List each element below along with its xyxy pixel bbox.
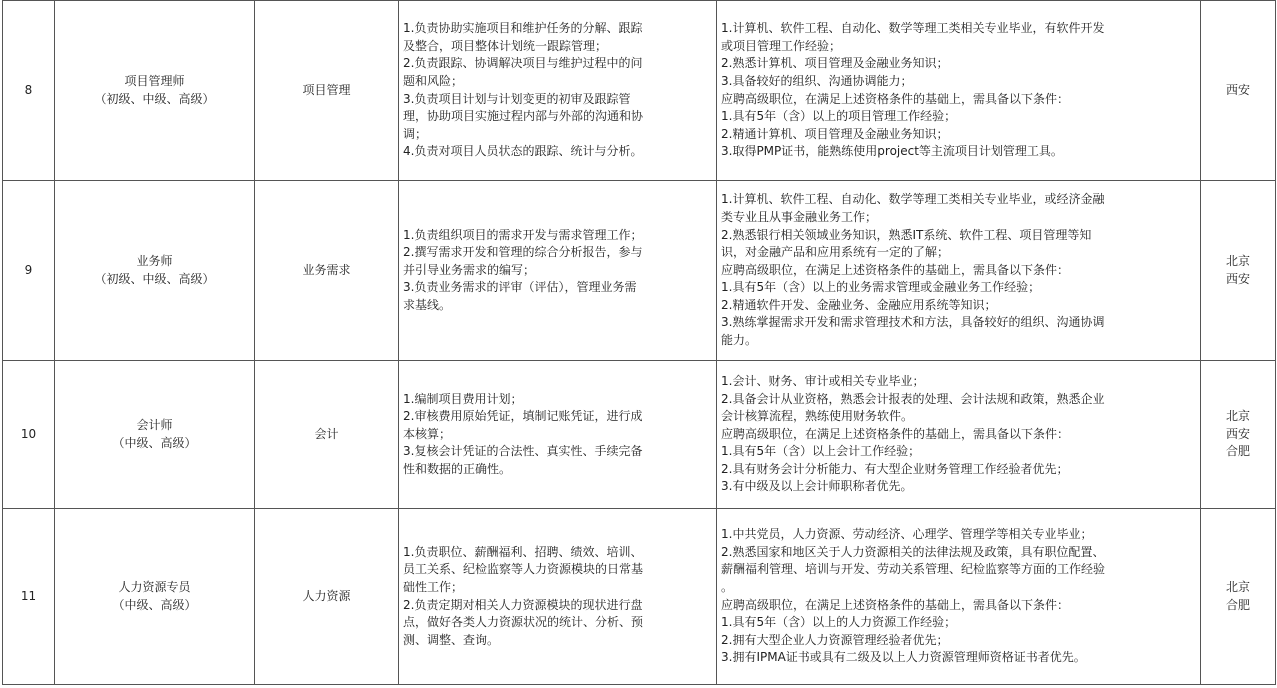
requirement-line: 类专业且从事金融业务工作； bbox=[721, 209, 878, 224]
requirements-cell bbox=[717, 361, 1201, 509]
requirement-line: 1.中共党员，人力资源、劳动经济、心理学、管理学等相关专业毕业； bbox=[721, 527, 1093, 542]
position-category: 业务需求 bbox=[255, 181, 399, 361]
duty-line: 本核算； bbox=[403, 426, 452, 441]
requirement-line: 3.具备较好的组织、沟通协调能力； bbox=[721, 73, 913, 88]
requirement-line: 3.取得PMP证书，能熟练使用project等主流项目计划管理工具。 bbox=[721, 144, 1063, 159]
duty-line: 测、调整、查询。 bbox=[403, 632, 500, 647]
position-name: 业务师 bbox=[136, 253, 173, 268]
position-level: （初级、中级、高级） bbox=[94, 91, 215, 106]
duty-line: 调； bbox=[403, 126, 428, 141]
duty-line: 1.负责组织项目的需求开发与需求管理工作； bbox=[403, 227, 643, 242]
location: 西安 bbox=[1225, 82, 1250, 97]
requirement-line: 2.熟悉计算机、项目管理及金融业务知识； bbox=[721, 56, 949, 71]
duty-line: 3.负责业务需求的评审（评估），管理业务需 bbox=[403, 280, 637, 295]
requirement-line: 应聘高级职位，在满足上述资格条件的基础上，需具备以下条件： bbox=[721, 91, 1070, 106]
duty-line: 4.负责对项目人员状态的跟踪、统计与分析。 bbox=[403, 144, 643, 159]
requirement-line: 1.具有5年（含）以上的人力资源工作经验； bbox=[721, 615, 957, 630]
duty-line: 题和风险； bbox=[403, 73, 464, 88]
requirement-line: 2.拥有大型企业人力资源管理经验者优先； bbox=[721, 632, 949, 647]
row-number: 8 bbox=[3, 1, 55, 181]
position-title bbox=[55, 509, 255, 685]
duty-line: 员工关系、纪检监察等人力资源模块的日常基 bbox=[403, 562, 644, 577]
requirement-line: 1.具有5年（含）以上的业务需求管理或金融业务工作经验； bbox=[721, 280, 1041, 295]
duty-line: 1.负责职位、薪酬福利、招聘、绩效、培训、 bbox=[403, 544, 643, 559]
position-level: （中级、高级） bbox=[112, 597, 197, 612]
position-category: 会计 bbox=[255, 361, 399, 509]
requirement-line: 应聘高级职位，在满足上述资格条件的基础上，需具备以下条件： bbox=[721, 426, 1070, 441]
position-category: 人力资源 bbox=[255, 509, 399, 685]
duty-line: 并引导业务需求的编写； bbox=[403, 262, 536, 277]
requirement-line: 能力。 bbox=[721, 333, 758, 348]
table-row bbox=[3, 361, 1276, 509]
duty-line: 及整合，项目整体计划统一跟踪管理； bbox=[403, 38, 608, 53]
job-table-body bbox=[3, 1, 1276, 685]
requirement-line: 1.具有5年（含）以上的项目管理工作经验； bbox=[721, 109, 957, 124]
requirement-line: 2.熟悉银行相关领域业务知识，熟悉IT系统、软件工程、项目管理等知 bbox=[721, 227, 1092, 242]
requirement-line: 会计核算流程，熟练使用财务软件。 bbox=[721, 409, 914, 424]
position-level: （中级、高级） bbox=[112, 435, 197, 450]
location: 北京 bbox=[1225, 579, 1250, 594]
location: 西安 bbox=[1225, 271, 1250, 286]
duty-line: 2.撰写需求开发和管理的综合分析报告，参与 bbox=[403, 245, 643, 260]
requirement-line: 3.熟练掌握需求开发和需求管理技术和方法，具备较好的组织、沟通协调 bbox=[721, 315, 1105, 330]
position-title bbox=[55, 361, 255, 509]
requirement-line: 应聘高级职位，在满足上述资格条件的基础上，需具备以下条件： bbox=[721, 262, 1070, 277]
duty-line: 2.负责定期对相关人力资源模块的现状进行盘 bbox=[403, 597, 643, 612]
requirement-line: 应聘高级职位，在满足上述资格条件的基础上，需具备以下条件： bbox=[721, 597, 1070, 612]
duties-cell bbox=[399, 181, 717, 361]
duty-line: 3.负责项目计划与计划变更的初审及跟踪管 bbox=[403, 91, 631, 106]
table-row bbox=[3, 509, 1276, 685]
location-cell bbox=[1201, 509, 1276, 685]
duty-line: 性和数据的正确性。 bbox=[403, 461, 512, 476]
duty-line: 2.负责跟踪、协调解决项目与维护过程中的问 bbox=[403, 56, 643, 71]
position-name: 项目管理师 bbox=[124, 73, 185, 88]
requirement-line: 2.精通计算机、项目管理及金融业务知识； bbox=[721, 126, 949, 141]
requirements-cell bbox=[717, 509, 1201, 685]
position-title bbox=[55, 181, 255, 361]
job-table bbox=[2, 0, 1276, 685]
requirement-line: 或项目管理工作经验； bbox=[721, 38, 842, 53]
duty-line: 点，做好各类人力资源状况的统计、分析、预 bbox=[403, 615, 644, 630]
requirements-cell bbox=[717, 1, 1201, 181]
table-row bbox=[3, 1, 1276, 181]
row-number: 11 bbox=[3, 509, 55, 685]
requirement-line: 。 bbox=[721, 579, 734, 594]
requirement-line: 1.计算机、软件工程、自动化、数学等理工类相关专业毕业，或经济金融 bbox=[721, 192, 1105, 207]
requirement-line: 2.精通软件开发、金融业务、金融应用系统等知识； bbox=[721, 297, 997, 312]
table-row bbox=[3, 181, 1276, 361]
duty-line: 1.负责协助实施项目和维护任务的分解、跟踪 bbox=[403, 21, 643, 36]
location: 北京 bbox=[1225, 409, 1250, 424]
duty-line: 求基线。 bbox=[403, 297, 452, 312]
location: 合肥 bbox=[1225, 597, 1250, 612]
location-cell bbox=[1201, 361, 1276, 509]
duty-line: 理，协助项目实施过程内部与外部的沟通和协 bbox=[403, 109, 644, 124]
location: 西安 bbox=[1225, 426, 1250, 441]
requirement-line: 1.计算机、软件工程、自动化、数学等理工类相关专业毕业，有软件开发 bbox=[721, 21, 1105, 36]
position-level: （初级、中级、高级） bbox=[94, 271, 215, 286]
duty-line: 3.复核会计凭证的合法性、真实性、手续完备 bbox=[403, 444, 643, 459]
requirement-line: 2.具备会计从业资格，熟悉会计报表的处理、会计法规和政策，熟悉企业 bbox=[721, 391, 1105, 406]
requirement-line: 3.有中级及以上会计师职称者优先。 bbox=[721, 479, 913, 494]
duties-cell bbox=[399, 1, 717, 181]
position-category: 项目管理 bbox=[255, 1, 399, 181]
duties-cell bbox=[399, 361, 717, 509]
requirement-line: 2.熟悉国家和地区关于人力资源相关的法律法规及政策，具有职位配置、 bbox=[721, 544, 1105, 559]
requirement-line: 1.会计、财务、审计或相关专业毕业； bbox=[721, 373, 925, 388]
duty-line: 2.审核费用原始凭证，填制记账凭证，进行成 bbox=[403, 409, 643, 424]
requirement-line: 薪酬福利管理、培训与开发、劳动关系管理、纪检监察等方面的工作经验 bbox=[721, 562, 1106, 577]
position-title bbox=[55, 1, 255, 181]
requirements-cell bbox=[717, 181, 1201, 361]
requirement-line: 识，对金融产品和应用系统有一定的了解； bbox=[721, 245, 950, 260]
duty-line: 1.编制项目费用计划； bbox=[403, 391, 523, 406]
location-cell bbox=[1201, 181, 1276, 361]
location: 合肥 bbox=[1225, 444, 1250, 459]
requirement-line: 3.拥有IPMA证书或具有二级及以上人力资源管理师资格证书者优先。 bbox=[721, 650, 1086, 665]
requirement-line: 1.具有5年（含）以上会计工作经验； bbox=[721, 444, 921, 459]
location: 北京 bbox=[1225, 253, 1250, 268]
requirement-line: 2.具有财务会计分析能力、有大型企业财务管理工作经验者优先； bbox=[721, 461, 1069, 476]
position-name: 会计师 bbox=[136, 417, 173, 432]
row-number: 10 bbox=[3, 361, 55, 509]
duties-cell bbox=[399, 509, 717, 685]
duty-line: 础性工作； bbox=[403, 579, 464, 594]
position-name: 人力资源专员 bbox=[118, 579, 191, 594]
row-number: 9 bbox=[3, 181, 55, 361]
location-cell bbox=[1201, 1, 1276, 181]
